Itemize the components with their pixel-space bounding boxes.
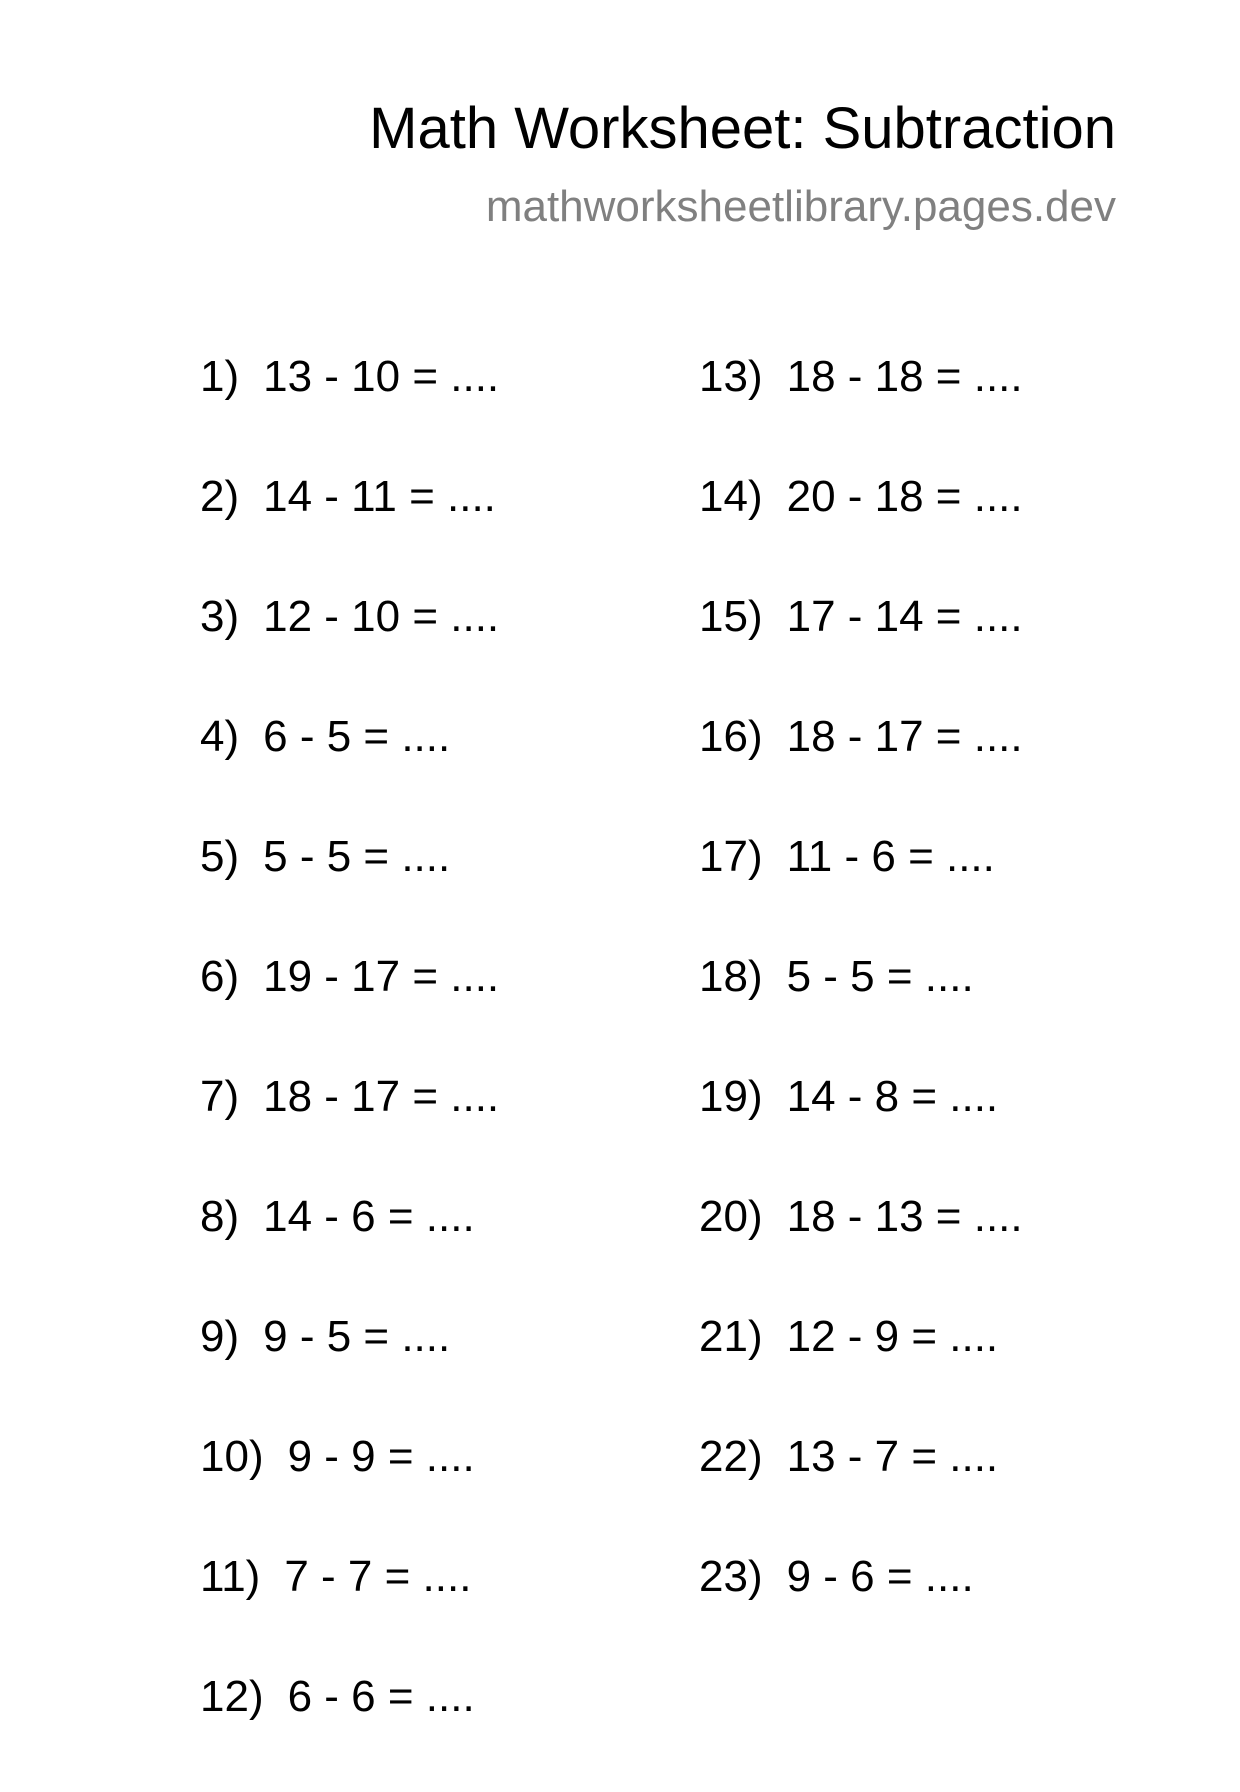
problem-expression: 19 - 17 = .... [263,952,500,1001]
problem-number: 19) [699,1072,763,1121]
problem-item [200,1672,499,1792]
problem-expression: 13 - 10 = .... [263,352,500,401]
problem-number: 8) [200,1192,240,1241]
problem-item [699,952,1023,1072]
problem-expression: 12 - 10 = .... [263,592,500,641]
problem-item [699,1312,1023,1432]
problem-expression: 6 - 6 = .... [287,1672,475,1721]
problem-item [699,1192,1023,1312]
problem-expression: 9 - 9 = .... [287,1432,475,1481]
problem-expression: 14 - 8 = .... [786,1072,999,1121]
problem-number: 2) [200,472,240,521]
problem-expression: 5 - 5 = .... [786,952,974,1001]
problem-number: 14) [699,472,763,521]
problem-number: 7) [200,1072,240,1121]
problem-expression: 9 - 6 = .... [786,1552,974,1601]
problem-number: 17) [699,832,763,881]
problem-number: 6) [200,952,240,1001]
problem-number: 11) [200,1552,261,1601]
problem-item [200,712,499,832]
problem-expression: 18 - 18 = .... [786,352,1023,401]
problem-number: 10) [200,1432,264,1481]
worksheet-header [369,96,1116,233]
problem-item [200,952,499,1072]
problem-expression: 17 - 14 = .... [786,592,1023,641]
problem-number: 21) [699,1312,763,1361]
problem-item [200,472,499,592]
problem-column-right [699,352,1023,1672]
problem-number: 12) [200,1672,264,1721]
problem-number: 13) [699,352,763,401]
problem-item [200,592,499,712]
problem-item [699,712,1023,832]
problem-expression: 18 - 17 = .... [263,1072,500,1121]
problem-number: 5) [200,832,240,881]
problem-expression: 9 - 5 = .... [263,1312,451,1361]
problem-item [200,1432,499,1552]
problem-item [699,472,1023,592]
problem-item [699,352,1023,472]
problem-number: 1) [200,352,240,401]
problem-expression: 18 - 13 = .... [786,1192,1023,1241]
problem-item [200,1192,499,1312]
problem-number: 3) [200,592,240,641]
problem-number: 23) [699,1552,763,1601]
problem-item [200,832,499,952]
problem-number: 20) [699,1192,763,1241]
problem-expression: 7 - 7 = .... [284,1552,472,1601]
problem-item [200,352,499,472]
problem-item [699,1432,1023,1552]
problem-number: 4) [200,712,240,761]
problem-number: 16) [699,712,763,761]
problem-expression: 20 - 18 = .... [786,472,1023,521]
problem-item [699,592,1023,712]
problem-expression: 18 - 17 = .... [786,712,1023,761]
worksheet-source: mathworksheetlibrary.pages.dev [485,181,1116,231]
problem-item [200,1552,499,1672]
problem-number: 22) [699,1432,763,1481]
problem-number: 18) [699,952,763,1001]
problem-column-left [200,352,499,1792]
problem-expression: 6 - 5 = .... [263,712,451,761]
problem-item [699,1552,1023,1672]
problem-expression: 13 - 7 = .... [786,1432,999,1481]
problem-item [200,1312,499,1432]
problem-expression: 5 - 5 = .... [263,832,451,881]
problem-item [699,832,1023,952]
problem-item [699,1072,1023,1192]
problem-expression: 11 - 6 = .... [786,832,995,881]
problem-item [200,1072,499,1192]
problem-expression: 12 - 9 = .... [786,1312,999,1361]
problem-expression: 14 - 6 = .... [263,1192,475,1241]
worksheet-title: Math Worksheet: Subtraction [369,96,1116,161]
problem-number: 15) [699,592,763,641]
problem-number: 9) [200,1312,240,1361]
problem-expression: 14 - 11 = .... [263,472,496,521]
